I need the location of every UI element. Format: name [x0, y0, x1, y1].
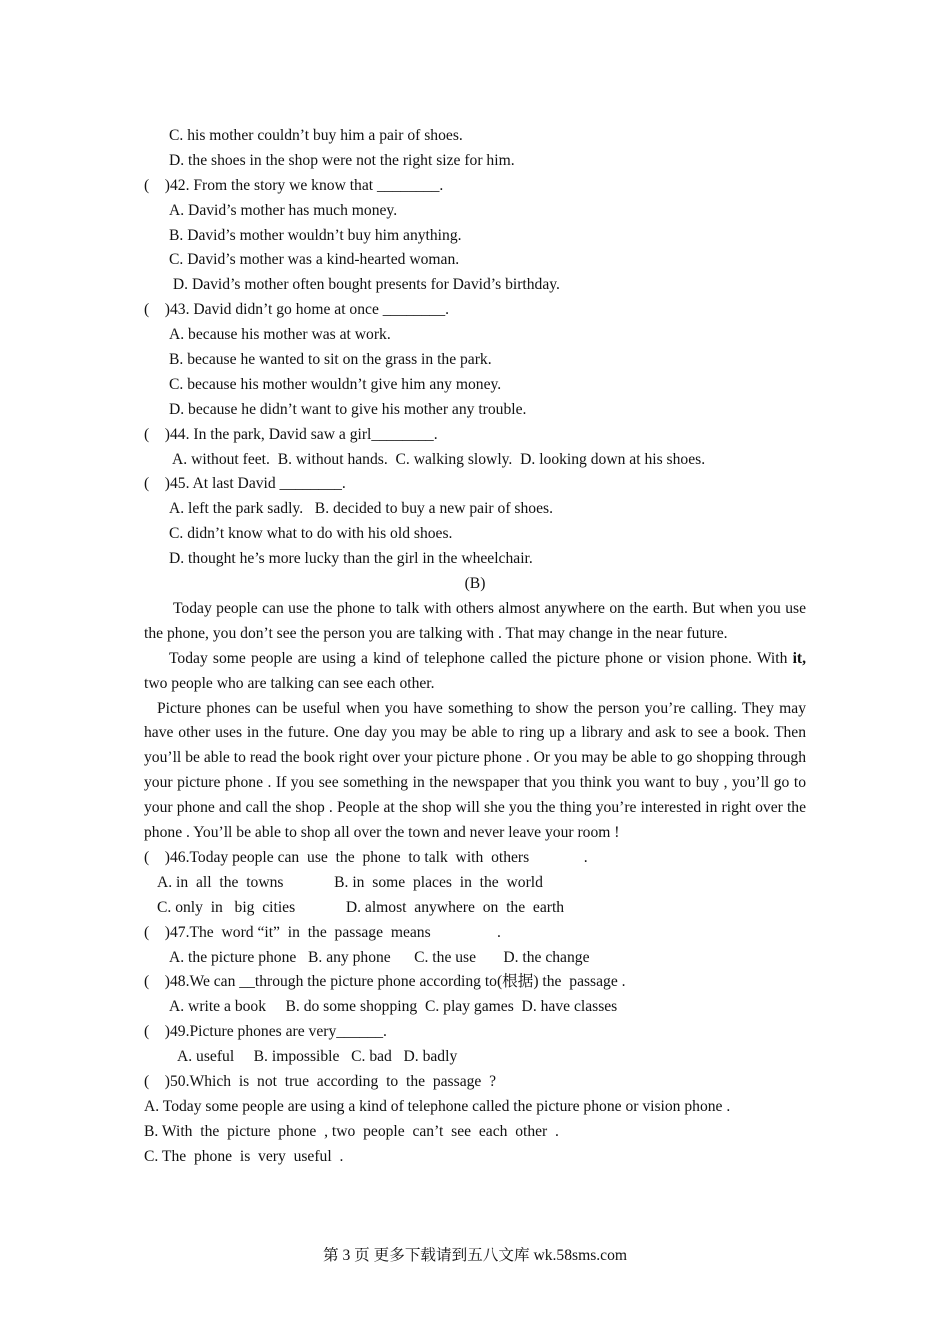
section-heading: (B) — [464, 575, 486, 593]
option-line: A. David’s mother has much money. — [169, 201, 398, 219]
passage-paragraph-3: Picture phones can be useful when you have something to show the person you’re calling. They may have other uses in the future. One day you may be able to ring up a library and ask to see a book. Then you’ll be able to read the book right over your picture phone . Or you may be able to go shopping through your picture phone . If you see something in the newspaper that you think you want to buy , you’ll go to your phone and call the shop . People at the shop will she you the thing you’re interested in right over the phone . You’ll be able to shop all over the town and never leave your room ! — [144, 699, 806, 842]
option-line: A. without feet. B. without hands. C. walking slowly. D. looking down at his shoes. — [169, 450, 706, 468]
question-46: ( )46.Today people can use the phone to talk with others . — [144, 848, 588, 866]
document-body — [144, 124, 806, 1170]
option-line: A. Today some people are using a kind of telephone called the picture phone or vision phone . — [144, 1097, 731, 1115]
option-line: C. David’s mother was a kind-hearted woman. — [169, 251, 460, 269]
paragraph-text: Today some people are using a kind of telephone called the picture phone or vision phone. With — [169, 649, 793, 667]
option-line: D. because he didn’t want to give his mother any trouble. — [169, 400, 527, 418]
option-line: C. The phone is very useful . — [144, 1147, 344, 1165]
passage-paragraph-2 — [144, 647, 806, 697]
question-43: ( )43. David didn’t go home at once ________. — [144, 301, 450, 319]
option-line: A. because his mother was at work. — [169, 326, 391, 344]
passage-paragraph-1: Today people can use the phone to talk with others almost anywhere on the earth. But when you use the phone, you don’t see the person you are talking with . That may change in the near future. — [144, 599, 806, 642]
question-44: ( )44. In the park, David saw a girl________. — [144, 425, 438, 443]
bold-word: it, — [792, 649, 806, 667]
option-line: B. because he wanted to sit on the grass in the park. — [169, 351, 492, 369]
option-line: D. the shoes in the shop were not the right size for him. — [169, 151, 515, 169]
question-47: ( )47.The word “it” in the passage means . — [144, 923, 501, 941]
option-line: A. write a book B. do some shopping C. play games D. have classes — [169, 998, 618, 1016]
option-line: C. because his mother wouldn’t give him any money. — [169, 375, 502, 393]
option-line: D. David’s mother often bought presents for David’s birthday. — [169, 276, 560, 294]
page-footer: 第 3 页 更多下载请到五八文库 wk.58sms.com — [322, 1247, 628, 1264]
question-45: ( )45. At last David ________. — [144, 475, 346, 493]
option-line: A. the picture phone B. any phone C. the use D. the change — [169, 948, 590, 966]
option-line: A. in all the towns B. in some places in the world — [157, 873, 543, 891]
question-48: ( )48.We can __through the picture phone according to(根据) the passage . — [144, 973, 626, 991]
option-line: C. only in big cities D. almost anywhere on the earth — [157, 898, 565, 916]
question-42: ( )42. From the story we know that ________. — [144, 176, 444, 194]
option-line: A. left the park sadly. B. decided to buy a new pair of shoes. — [169, 500, 553, 518]
option-line: C. didn’t know what to do with his old shoes. — [169, 525, 453, 543]
option-line: B. David’s mother wouldn’t buy him anything. — [169, 226, 462, 244]
option-line: D. thought he’s more lucky than the girl in the wheelchair. — [169, 550, 533, 568]
paragraph-text: two people who are talking can see each other. — [144, 674, 435, 692]
option-line: A. useful B. impossible C. bad D. badly — [177, 1048, 458, 1066]
option-line: B. With the picture phone , two people can’t see each other . — [144, 1122, 559, 1140]
option-line: C. his mother couldn’t buy him a pair of shoes. — [169, 127, 463, 144]
question-49: ( )49.Picture phones are very______. — [144, 1023, 387, 1041]
question-50: ( )50.Which is not true according to the passage ? — [144, 1073, 497, 1090]
